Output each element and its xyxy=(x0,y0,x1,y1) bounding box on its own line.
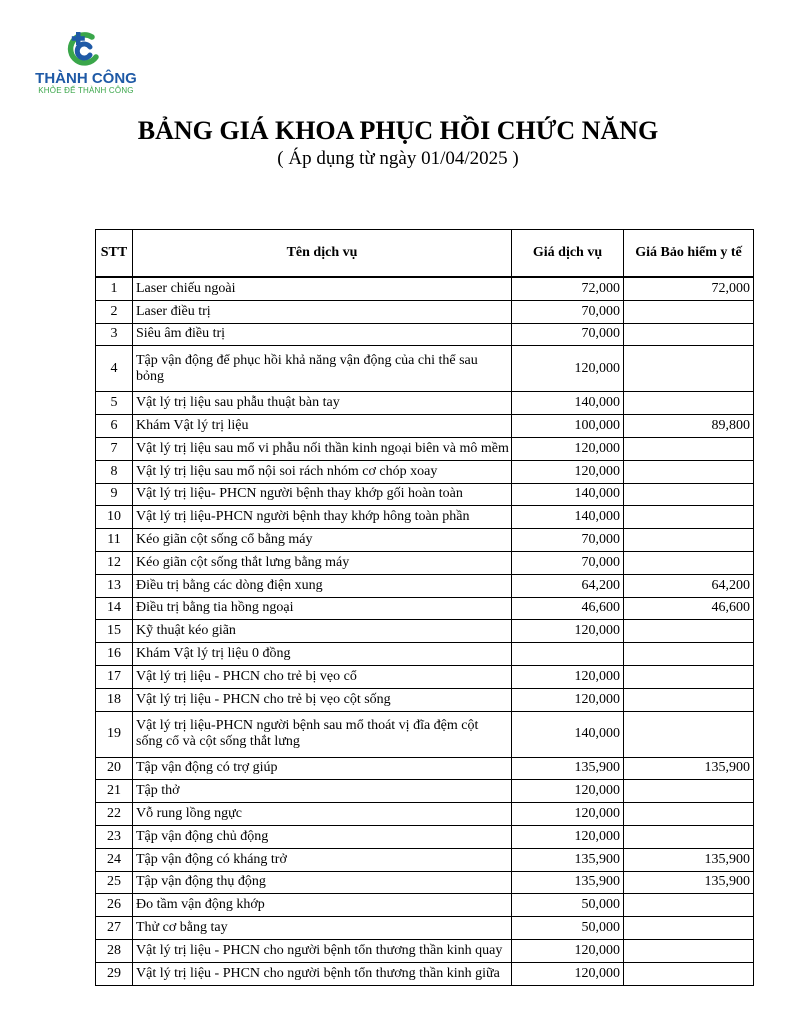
table-row xyxy=(96,437,754,460)
table-row xyxy=(96,506,754,529)
table-row xyxy=(96,780,754,803)
table-header-row xyxy=(96,230,754,278)
row-stt: 24 xyxy=(96,848,133,871)
row-service-name: Thử cơ bằng tay xyxy=(133,917,512,940)
row-stt: 13 xyxy=(96,574,133,597)
table-row xyxy=(96,803,754,826)
row-insurance-price xyxy=(624,939,754,962)
row-service-name: Vật lý trị liệu sau mổ nội soi rách nhóm cơ chóp xoay xyxy=(133,460,512,483)
row-insurance-price xyxy=(624,917,754,940)
row-service-name: Vật lý trị liệu - PHCN cho người bệnh tổn thương thần kinh giữa xyxy=(133,962,512,985)
row-service-price: 140,000 xyxy=(512,711,624,757)
row-service-name: Tập vận động có kháng trở xyxy=(133,848,512,871)
row-stt: 18 xyxy=(96,688,133,711)
row-stt: 8 xyxy=(96,460,133,483)
row-service-price: 120,000 xyxy=(512,780,624,803)
row-service-price: 120,000 xyxy=(512,437,624,460)
row-insurance-price xyxy=(624,825,754,848)
row-stt: 7 xyxy=(96,437,133,460)
row-service-name: Tập vận động để phục hồi khả năng vận động của chi thể sau bỏng xyxy=(133,346,512,392)
table-row xyxy=(96,551,754,574)
table-row xyxy=(96,871,754,894)
row-insurance-price xyxy=(624,437,754,460)
row-service-name: Tập vận động thụ động xyxy=(133,871,512,894)
row-service-name: Vật lý trị liệu-PHCN người bệnh sau mổ thoát vị đĩa đệm cột sống cổ và cột sống thắt lưng xyxy=(133,711,512,757)
row-insurance-price: 89,800 xyxy=(624,415,754,438)
row-insurance-price: 135,900 xyxy=(624,757,754,780)
table-row xyxy=(96,917,754,940)
row-stt: 22 xyxy=(96,803,133,826)
row-insurance-price xyxy=(624,506,754,529)
brand-logo xyxy=(30,30,142,102)
header-insurance-price: Giá Bảo hiểm y tế xyxy=(624,230,754,278)
table-row xyxy=(96,460,754,483)
row-insurance-price xyxy=(624,780,754,803)
row-stt: 29 xyxy=(96,962,133,985)
logo-tagline: KHỎE ĐỂ THÀNH CÔNG xyxy=(38,86,134,95)
logo-name: THÀNH CÔNG xyxy=(35,70,137,87)
table-row xyxy=(96,962,754,985)
row-stt: 5 xyxy=(96,392,133,415)
row-insurance-price xyxy=(624,643,754,666)
row-stt: 12 xyxy=(96,551,133,574)
row-insurance-price xyxy=(624,665,754,688)
row-insurance-price xyxy=(624,803,754,826)
row-insurance-price xyxy=(624,620,754,643)
row-service-name: Vật lý trị liệu sau phẫu thuật bàn tay xyxy=(133,392,512,415)
row-service-price: 120,000 xyxy=(512,346,624,392)
row-service-name: Tập thở xyxy=(133,780,512,803)
row-service-name: Siêu âm điều trị xyxy=(133,323,512,346)
row-insurance-price xyxy=(624,483,754,506)
row-insurance-price xyxy=(624,894,754,917)
row-service-name: Điều trị bằng tia hồng ngoại xyxy=(133,597,512,620)
row-service-name: Kỹ thuật kéo giãn xyxy=(133,620,512,643)
row-stt: 6 xyxy=(96,415,133,438)
row-service-name: Vật lý trị liệu sau mổ vi phẫu nối thần kinh ngoại biên và mô mềm xyxy=(133,437,512,460)
row-service-name: Điều trị bằng các dòng điện xung xyxy=(133,574,512,597)
row-insurance-price xyxy=(624,346,754,392)
row-service-price: 64,200 xyxy=(512,574,624,597)
row-service-name: Tập vận động có trợ giúp xyxy=(133,757,512,780)
row-service-price: 120,000 xyxy=(512,460,624,483)
row-service-price: 140,000 xyxy=(512,392,624,415)
row-stt: 26 xyxy=(96,894,133,917)
row-stt: 23 xyxy=(96,825,133,848)
table-row xyxy=(96,346,754,392)
row-insurance-price: 64,200 xyxy=(624,574,754,597)
table-row xyxy=(96,415,754,438)
row-stt: 17 xyxy=(96,665,133,688)
page-subtitle: ( Áp dụng từ ngày 01/04/2025 ) xyxy=(277,148,519,169)
row-stt: 27 xyxy=(96,917,133,940)
table-row xyxy=(96,597,754,620)
table-row xyxy=(96,392,754,415)
row-service-price: 50,000 xyxy=(512,894,624,917)
row-service-price: 135,900 xyxy=(512,871,624,894)
row-service-name: Laser điều trị xyxy=(133,300,512,323)
table-row xyxy=(96,300,754,323)
row-service-price: 70,000 xyxy=(512,551,624,574)
row-service-price: 70,000 xyxy=(512,323,624,346)
table-row xyxy=(96,688,754,711)
row-service-price: 120,000 xyxy=(512,962,624,985)
row-stt: 14 xyxy=(96,597,133,620)
header-service-price: Giá dịch vụ xyxy=(512,230,624,278)
row-service-name: Tập vận động chủ động xyxy=(133,825,512,848)
table-row xyxy=(96,711,754,757)
row-insurance-price xyxy=(624,688,754,711)
row-stt: 28 xyxy=(96,939,133,962)
table-row xyxy=(96,939,754,962)
table-row xyxy=(96,757,754,780)
row-service-name: Vật lý trị liệu- PHCN người bệnh thay khớp gối hoàn toàn xyxy=(133,483,512,506)
row-service-price: 120,000 xyxy=(512,665,624,688)
row-service-name: Kéo giãn cột sống cổ bằng máy xyxy=(133,529,512,552)
row-service-name: Khám Vật lý trị liệu xyxy=(133,415,512,438)
row-insurance-price xyxy=(624,323,754,346)
row-service-price: 120,000 xyxy=(512,803,624,826)
row-service-price: 140,000 xyxy=(512,483,624,506)
row-service-price: 135,900 xyxy=(512,848,624,871)
medical-cross-logo-icon xyxy=(62,30,110,70)
row-insurance-price xyxy=(624,711,754,757)
row-stt: 19 xyxy=(96,711,133,757)
row-service-price: 135,900 xyxy=(512,757,624,780)
row-service-price: 120,000 xyxy=(512,825,624,848)
row-service-name: Laser chiếu ngoài xyxy=(133,277,512,300)
row-stt: 11 xyxy=(96,529,133,552)
row-stt: 4 xyxy=(96,346,133,392)
row-stt: 9 xyxy=(96,483,133,506)
row-service-price: 120,000 xyxy=(512,620,624,643)
table-row xyxy=(96,529,754,552)
table-row xyxy=(96,574,754,597)
row-service-price: 120,000 xyxy=(512,939,624,962)
row-insurance-price xyxy=(624,962,754,985)
row-stt: 16 xyxy=(96,643,133,666)
row-stt: 10 xyxy=(96,506,133,529)
row-stt: 2 xyxy=(96,300,133,323)
row-service-name: Kéo giãn cột sống thắt lưng bằng máy xyxy=(133,551,512,574)
row-service-price: 72,000 xyxy=(512,277,624,300)
row-insurance-price: 72,000 xyxy=(624,277,754,300)
row-service-name: Vật lý trị liệu - PHCN cho trẻ bị vẹo cột sống xyxy=(133,688,512,711)
row-service-price: 70,000 xyxy=(512,529,624,552)
table-row xyxy=(96,643,754,666)
row-insurance-price: 135,900 xyxy=(624,848,754,871)
header-stt: STT xyxy=(96,230,133,278)
table-row xyxy=(96,277,754,300)
row-stt: 3 xyxy=(96,323,133,346)
row-service-name: Vật lý trị liệu - PHCN cho người bệnh tổn thương thần kinh quay xyxy=(133,939,512,962)
table-row xyxy=(96,894,754,917)
row-insurance-price xyxy=(624,551,754,574)
row-service-price: 50,000 xyxy=(512,917,624,940)
row-service-name: Khám Vật lý trị liệu 0 đồng xyxy=(133,643,512,666)
table-row xyxy=(96,665,754,688)
row-service-price: 70,000 xyxy=(512,300,624,323)
row-stt: 21 xyxy=(96,780,133,803)
table-row xyxy=(96,323,754,346)
row-stt: 15 xyxy=(96,620,133,643)
row-service-price: 46,600 xyxy=(512,597,624,620)
page-title: BẢNG GIÁ KHOA PHỤC HỒI CHỨC NĂNG xyxy=(137,116,659,145)
table-row xyxy=(96,620,754,643)
row-insurance-price xyxy=(624,460,754,483)
header-service-name: Tên dịch vụ xyxy=(133,230,512,278)
row-stt: 20 xyxy=(96,757,133,780)
row-stt: 25 xyxy=(96,871,133,894)
price-table xyxy=(95,229,754,986)
row-service-name: Vật lý trị liệu-PHCN người bệnh thay khớp hông toàn phần xyxy=(133,506,512,529)
row-insurance-price: 135,900 xyxy=(624,871,754,894)
row-insurance-price xyxy=(624,392,754,415)
row-insurance-price xyxy=(624,529,754,552)
row-service-price: 140,000 xyxy=(512,506,624,529)
row-service-name: Vỗ rung lồng ngực xyxy=(133,803,512,826)
row-stt: 1 xyxy=(96,277,133,300)
row-service-price xyxy=(512,643,624,666)
table-row xyxy=(96,848,754,871)
row-insurance-price: 46,600 xyxy=(624,597,754,620)
row-service-name: Vật lý trị liệu - PHCN cho trẻ bị vẹo cổ xyxy=(133,665,512,688)
row-service-price: 120,000 xyxy=(512,688,624,711)
table-row xyxy=(96,483,754,506)
table-row xyxy=(96,825,754,848)
row-service-price: 100,000 xyxy=(512,415,624,438)
row-service-name: Đo tầm vận động khớp xyxy=(133,894,512,917)
row-insurance-price xyxy=(624,300,754,323)
